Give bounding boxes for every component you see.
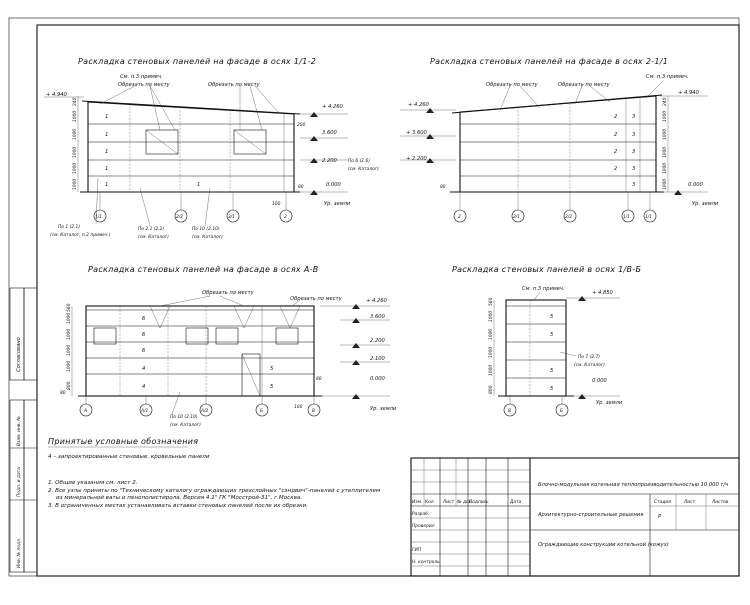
col-doc: № док. xyxy=(457,500,473,505)
svg-text:3.600: 3.600 xyxy=(370,314,385,320)
e1-callout-cut-1: Обрезать по месту xyxy=(118,82,170,88)
svg-text:4: 4 xyxy=(142,384,146,390)
svg-text:800: 800 xyxy=(67,381,72,390)
svg-text:1000: 1000 xyxy=(489,346,494,358)
svg-text:800: 800 xyxy=(489,385,494,394)
notes-block xyxy=(48,437,381,509)
note-1: 1. Общие указания см. лист 2. xyxy=(48,480,138,486)
svg-text:По 2.1 (2.2): По 2.1 (2.2) xyxy=(138,227,165,232)
binding-strip xyxy=(10,288,37,572)
e3-callout-cut-2: Обрезать по месту xyxy=(290,296,342,302)
svg-text:А/2: А/2 xyxy=(201,409,209,414)
e4-callout-note: См. п.3 примеч. xyxy=(522,286,565,292)
svg-text:В: В xyxy=(508,409,512,414)
svg-text:3: 3 xyxy=(632,132,636,138)
svg-text:В: В xyxy=(312,409,316,414)
svg-text:2/2: 2/2 xyxy=(565,215,573,220)
section-name: Архитектурно-строительные решения xyxy=(538,512,644,518)
stamp-sign-date: Подп. и дата xyxy=(17,467,22,497)
svg-text:200: 200 xyxy=(297,123,306,128)
svg-text:1: 1 xyxy=(197,182,201,188)
col-sign: Подпись xyxy=(469,500,489,505)
svg-text:(см. Каталог): (см. Каталог) xyxy=(192,235,223,240)
elevation-3-title: Раскладка стеновых панелей на фасаде в осях А-В xyxy=(88,265,319,274)
svg-text:1000: 1000 xyxy=(663,178,668,190)
svg-text:1000: 1000 xyxy=(663,146,668,158)
svg-text:560: 560 xyxy=(67,303,72,312)
svg-text:3: 3 xyxy=(632,166,636,172)
svg-text:6: 6 xyxy=(142,316,146,322)
elevation-1-1-2 xyxy=(44,57,379,240)
svg-text:5: 5 xyxy=(550,314,554,320)
svg-text:(см. Каталог): (см. Каталог) xyxy=(170,423,201,428)
svg-text:80: 80 xyxy=(440,185,446,190)
svg-text:1000: 1000 xyxy=(663,128,668,140)
svg-text:+ 2.200: + 2.200 xyxy=(406,156,427,162)
svg-text:1000: 1000 xyxy=(489,364,494,376)
svg-text:Б: Б xyxy=(560,409,564,414)
svg-text:(см. Каталог, п.2 примеч.): (см. Каталог, п.2 примеч.) xyxy=(50,233,111,238)
agreed-label: Согласовано xyxy=(16,337,22,372)
svg-text:100: 100 xyxy=(294,405,303,410)
svg-text:1/1: 1/1 xyxy=(645,215,653,220)
col-list: Лист xyxy=(443,500,455,505)
svg-text:(см. Каталог): (см. Каталог) xyxy=(348,167,379,172)
svg-text:По 10 (2.10): По 10 (2.10) xyxy=(192,227,220,232)
role-checker: Проверил xyxy=(412,524,435,529)
svg-text:2/1: 2/1 xyxy=(513,215,521,220)
legend-entry: 4 – запроектированные стеновые, кровельные панели xyxy=(48,454,210,460)
elevation-a-v xyxy=(60,265,397,428)
svg-text:+ 4.260: + 4.260 xyxy=(408,102,429,108)
svg-text:+ 4.940: + 4.940 xyxy=(678,90,699,96)
svg-text:3: 3 xyxy=(632,182,636,188)
stage-value: Р xyxy=(658,514,662,520)
svg-text:1/1: 1/1 xyxy=(623,215,631,220)
svg-text:+ 4.260: + 4.260 xyxy=(322,104,343,110)
stamp-replace-inv: Взам. инв. № xyxy=(17,416,22,446)
note-2-cont: из минеральной ваты и пенополистирола. Версия 4.1" ГК "Мосстрой-31", г.Москва. xyxy=(56,495,303,501)
svg-text:А: А xyxy=(84,409,88,414)
svg-text:2: 2 xyxy=(458,215,461,220)
role-norm-control: Н. контроль xyxy=(412,560,440,565)
svg-text:2: 2 xyxy=(614,132,618,138)
svg-text:0.000: 0.000 xyxy=(688,182,703,188)
note-2: 2. Все узлы приняты по "Техническому каталогу ограждающих трехслойных "сэндвич"-панелей с утеплителем xyxy=(48,488,381,494)
meta-stage-label: Стадия xyxy=(654,500,671,505)
e2-callout-note: См. п.3 примеч. xyxy=(646,74,689,80)
e2-callout-cut-2: Обрезать по месту xyxy=(558,82,610,88)
note-3: 3. В ограниченных местах устанавливать вставки стеновых панелей после их обрезки. xyxy=(48,503,308,509)
role-chief-engineer: ГИП xyxy=(412,548,422,553)
svg-text:Ур. земли: Ур. земли xyxy=(370,406,397,412)
svg-text:240: 240 xyxy=(663,97,668,106)
svg-text:(см. Каталог): (см. Каталог) xyxy=(138,235,169,240)
svg-text:А/1: А/1 xyxy=(141,409,149,414)
e1-axis-3-1: 3/1 xyxy=(228,215,236,220)
svg-text:80: 80 xyxy=(60,391,66,396)
svg-text:1000: 1000 xyxy=(663,162,668,174)
svg-text:0.000: 0.000 xyxy=(592,378,607,384)
svg-text:1: 1 xyxy=(105,114,109,120)
elevation-1-title: Раскладка стеновых панелей на фасаде в осях 1/1-2 xyxy=(78,57,317,66)
svg-text:1000: 1000 xyxy=(73,146,78,158)
svg-text:3.600: 3.600 xyxy=(322,130,337,136)
svg-text:По 10 (2.10): По 10 (2.10) xyxy=(170,415,198,420)
notes-heading: Принятые условные обозначения xyxy=(48,437,199,446)
svg-text:1: 1 xyxy=(105,166,109,172)
role-developer: Разраб. xyxy=(412,512,430,517)
svg-text:100: 100 xyxy=(272,202,281,207)
e3-callout-cut-1: Обрезать по месту xyxy=(202,290,254,296)
svg-text:+ 4.850: + 4.850 xyxy=(592,290,613,296)
svg-text:1000: 1000 xyxy=(73,178,78,190)
svg-text:+ 4.260: + 4.260 xyxy=(366,298,387,304)
svg-text:6: 6 xyxy=(142,332,146,338)
svg-text:2.100: 2.100 xyxy=(370,356,385,362)
title-block xyxy=(411,458,739,576)
svg-text:1000: 1000 xyxy=(67,312,72,324)
meta-sheet-label: Лист xyxy=(684,500,696,505)
e1-axis-1-1: 1/1 xyxy=(95,215,103,220)
svg-text:6: 6 xyxy=(142,348,146,354)
svg-text:2: 2 xyxy=(614,166,618,172)
elevation-2-title: Раскладка стеновых панелей на фасаде в осях 2-1/1 xyxy=(430,57,669,66)
svg-text:80: 80 xyxy=(298,185,304,190)
e1-callout-note: См. п.3 примеч. xyxy=(120,74,163,80)
elevation-1v-b xyxy=(452,265,641,416)
svg-text:2.200: 2.200 xyxy=(322,158,337,164)
stamp-inv-original: Инв. № подл. xyxy=(17,537,22,568)
elevation-2-1-1 xyxy=(400,57,719,222)
svg-text:1000: 1000 xyxy=(663,110,668,122)
svg-text:560: 560 xyxy=(489,297,494,306)
svg-text:Ур. земли: Ур. земли xyxy=(596,400,623,406)
svg-text:1000: 1000 xyxy=(489,328,494,340)
col-kol: Кол. xyxy=(425,500,436,505)
svg-text:240: 240 xyxy=(73,97,78,106)
svg-text:3: 3 xyxy=(632,114,636,120)
svg-text:2: 2 xyxy=(614,149,618,155)
svg-text:1000: 1000 xyxy=(489,310,494,322)
e1-callout-cut-2: Обрезать по месту xyxy=(208,82,260,88)
svg-text:По 7 (2.7): По 7 (2.7) xyxy=(578,355,600,360)
col-date: Дата xyxy=(510,500,522,505)
svg-text:Ур. земли: Ур. земли xyxy=(324,201,351,207)
meta-sheets-label: Листов xyxy=(712,500,729,505)
svg-text:5: 5 xyxy=(550,332,554,338)
e1-level-top: + 4.940 xyxy=(46,92,67,98)
svg-text:5: 5 xyxy=(550,386,554,392)
svg-text:1000: 1000 xyxy=(67,344,72,356)
svg-text:(см. Каталог): (см. Каталог) xyxy=(574,363,605,368)
svg-text:1: 1 xyxy=(105,132,109,138)
svg-text:1000: 1000 xyxy=(73,162,78,174)
svg-text:0.000: 0.000 xyxy=(370,376,385,382)
svg-text:1000: 1000 xyxy=(67,328,72,340)
svg-text:3: 3 xyxy=(632,149,636,155)
elevation-4-title: Раскладка стеновых панелей в осях 1/В-Б xyxy=(452,265,642,274)
svg-text:1: 1 xyxy=(105,182,109,188)
svg-text:4: 4 xyxy=(142,366,146,372)
svg-text:1000: 1000 xyxy=(73,128,78,140)
e2-callout-cut-1: Обрезать по месту xyxy=(486,82,538,88)
svg-text:2.200: 2.200 xyxy=(370,338,385,344)
svg-text:+ 3.600: + 3.600 xyxy=(406,130,427,136)
svg-text:1000: 1000 xyxy=(67,360,72,372)
svg-text:Ур. земли: Ур. земли xyxy=(692,201,719,207)
svg-text:80: 80 xyxy=(316,377,322,382)
col-izm: Изм. xyxy=(412,500,423,505)
svg-text:По 1 (2.1): По 1 (2.1) xyxy=(58,225,80,230)
svg-text:5: 5 xyxy=(270,366,274,372)
e1-axis-2: 2 xyxy=(284,215,287,220)
svg-text:2: 2 xyxy=(614,114,618,120)
svg-text:1: 1 xyxy=(105,149,109,155)
svg-text:1000: 1000 xyxy=(73,110,78,122)
svg-text:5: 5 xyxy=(270,384,274,390)
svg-text:5: 5 xyxy=(550,368,554,374)
svg-text:0.000: 0.000 xyxy=(326,182,341,188)
sheet-title: Ограждающие конструкции котельной (кожух) xyxy=(538,542,669,548)
project-name: Блочно-модульная котельная теплопроизводительностью 10.000 т/ч xyxy=(538,482,729,488)
e1-axis-2-2: 2/2 xyxy=(176,215,184,220)
svg-text:По 6 (2.6): По 6 (2.6) xyxy=(348,159,370,164)
svg-text:Б: Б xyxy=(260,409,264,414)
